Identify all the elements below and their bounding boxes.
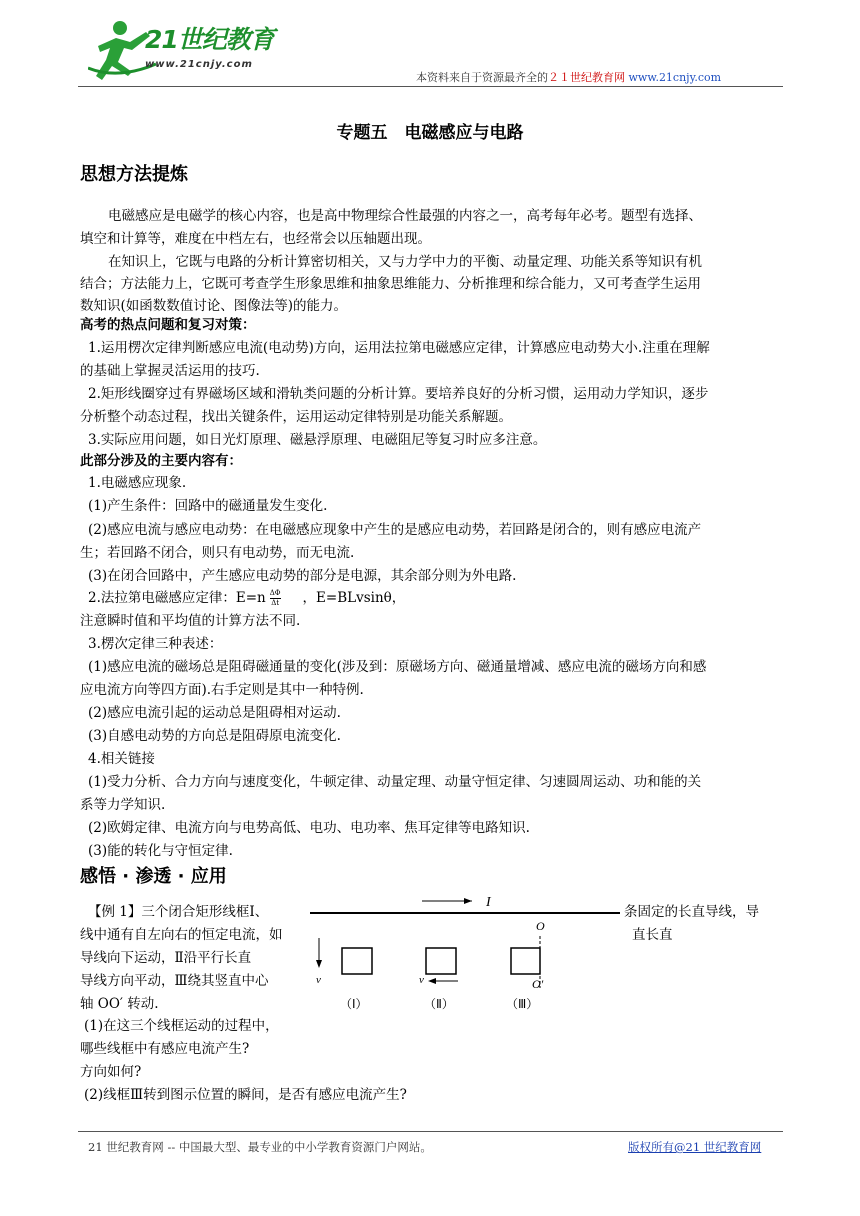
header-note-prefix: 本资料来自于资源最齐全的 xyxy=(416,71,548,84)
section-heading-application: 感悟 · 渗透 · 应用 xyxy=(80,866,227,887)
example-line4: 导线方向平动，Ⅲ绕其竖直中心 xyxy=(80,973,269,989)
footer-divider xyxy=(78,1131,783,1132)
content-1: 1.电磁感应现象. xyxy=(88,475,187,491)
header-divider xyxy=(78,86,783,87)
fraction-numerator: ΔΦ xyxy=(269,589,281,597)
hot3: 3.实际应用问题，如日光灯原理、磁悬浮原理、电磁阻尼等复习时应多注意。 xyxy=(88,432,547,448)
page-title: 专题五 电磁感应与电路 xyxy=(336,123,524,143)
para1-line2: 填空和计算等，难度在中档左右，也经常会以压轴题出现。 xyxy=(80,231,431,247)
example-line2-right: 直长直 xyxy=(632,927,673,943)
hot2-line1: 2.矩形线圈穿过有界磁场区域和滑轨类问题的分析计算。要培养良好的分析习惯，运用动力学知识，逐步 xyxy=(88,386,709,402)
question1-line3: 方向如何? xyxy=(80,1064,142,1080)
para1-line1: 电磁感应是电磁学的核心内容，也是高中物理综合性最强的内容之一，高考每年必考。题型有选择、 xyxy=(108,208,702,224)
axis-o-label: O xyxy=(536,919,545,933)
question1-line1: (1)在这三个线框运动的过程中， xyxy=(84,1018,279,1034)
fraction-dphi-dt xyxy=(270,589,281,608)
example-line3: 导线向下运动，Ⅱ沿平行长直 xyxy=(80,950,252,966)
content-1-1: (1)产生条件：回路中的磁通量发生变化. xyxy=(88,498,328,514)
question2: (2)线框Ⅲ转到图示位置的瞬间，是否有感应电流产生? xyxy=(84,1087,407,1103)
example-line1: 【例 1】三个闭合矩形线框Ⅰ、 xyxy=(88,904,269,920)
para2-line2: 结合；方法能力上，它既可考查学生形象思维和抽象思维能力、分析推理和综合能力，又可考查学生运用 xyxy=(80,276,701,292)
content-3-3: (3)自感电动势的方向总是阻碍原电流变化. xyxy=(88,728,341,744)
content-1-3: (3)在闭合回路中，产生感应电动势的部分是电源，其余部分则为外电路. xyxy=(88,568,517,584)
logo-text: 21世纪教育 xyxy=(145,25,274,54)
coil2-velocity-label: v xyxy=(419,974,424,986)
coil1-velocity-label: v xyxy=(316,974,321,986)
example-line1-right: 条固定的长直导线，导 xyxy=(624,904,759,920)
header-note xyxy=(416,69,721,85)
fraction-denominator: Δt xyxy=(271,599,280,607)
coil1-label: （Ⅰ） xyxy=(340,997,368,1011)
footer-left: 21 世纪教育网 -- 中国最大型、最专业的中小学教育资源门户网站。 xyxy=(88,1140,432,1154)
content-2-line2: 注意瞬时值和平均值的计算方法不同. xyxy=(80,613,301,629)
formula-suffix: ，E=BLvsinθ， xyxy=(302,590,406,606)
sub-heading-contents: 此部分涉及的主要内容有： xyxy=(80,453,242,469)
content-2-formula xyxy=(88,586,405,608)
example-line2: 线中通有自左向右的恒定电流，如 xyxy=(80,927,283,943)
content-1-2-line1: (2)感应电流与感应电动势：在电磁感应现象中产生的是感应电动势，若回路是闭合的，则有感应电流产 xyxy=(88,522,702,538)
current-label: I xyxy=(486,895,491,910)
hot1-line2: 的基础上掌握灵活运用的技巧. xyxy=(80,363,260,379)
three-coils-figure xyxy=(300,884,624,1024)
content-1-2-line2: 生；若回路不闭合，则只有电动势，而无电流. xyxy=(80,545,355,561)
content-4-1-line2: 系等力学知识. xyxy=(80,797,166,813)
header-note-url[interactable]: www.21cnjy.com xyxy=(628,71,722,84)
footer-copyright-link[interactable]: 版权所有@21 世纪教育网 xyxy=(628,1140,762,1154)
content-3-1-line1: (1)感应电流的磁场总是阻碍磁通量的变化(涉及到：原磁场方向、磁通量增减、感应电流的磁场方向和感 xyxy=(88,659,707,675)
formula-prefix: 2.法拉第电磁感应定律：E=n xyxy=(88,590,266,606)
content-3: 3.楞次定律三种表述： xyxy=(88,636,223,652)
hot2-line2: 分析整个动态过程，找出关键条件，运用运动定律特别是功能关系解题。 xyxy=(80,409,512,425)
content-3-2: (2)感应电流引起的运动总是阻碍相对运动. xyxy=(88,705,341,721)
coil2-label: （Ⅱ） xyxy=(424,997,454,1011)
para2-line3: 数知识(如函数数值讨论、图像法等)的能力。 xyxy=(80,298,348,314)
axis-o-prime-label: O′ xyxy=(532,977,544,991)
coil3-label: （Ⅲ） xyxy=(506,997,539,1011)
logo-url: www.21cnjy.com xyxy=(145,59,253,70)
example-line5: 轴 OO′ 转动. xyxy=(80,996,159,1012)
section-heading-methods: 思想方法提炼 xyxy=(80,164,188,185)
question1-line2: 哪些线框中有感应电流产生? xyxy=(80,1041,250,1057)
hot1-line1: 1.运用楞次定律判断感应电流(电动势)方向，运用法拉第电磁感应定律，计算感应电动势大小.注重在理解 xyxy=(88,340,710,356)
content-4: 4.相关链接 xyxy=(88,751,155,767)
content-4-2: (2)欧姆定律、电流方向与电势高低、电功、电功率、焦耳定律等电路知识. xyxy=(88,820,530,836)
content-4-1-line1: (1)受力分析、合力方向与速度变化，牛顿定律、动量定理、动量守恒定律、匀速圆周运动、功和能的关 xyxy=(88,774,702,790)
sub-heading-hot-topics: 高考的热点问题和复习对策： xyxy=(80,317,256,333)
content-4-3: (3)能的转化与守恒定律. xyxy=(88,843,233,859)
content-3-1-line2: 应电流方向等四方面).右手定则是其中一种特例. xyxy=(80,682,364,698)
para2-line1: 在知识上，它既与电路的分析计算密切相关，又与力学中力的平衡、动量定理、功能关系等知识有机 xyxy=(108,254,702,270)
header-note-site: ２１世纪教育网 xyxy=(548,71,625,84)
